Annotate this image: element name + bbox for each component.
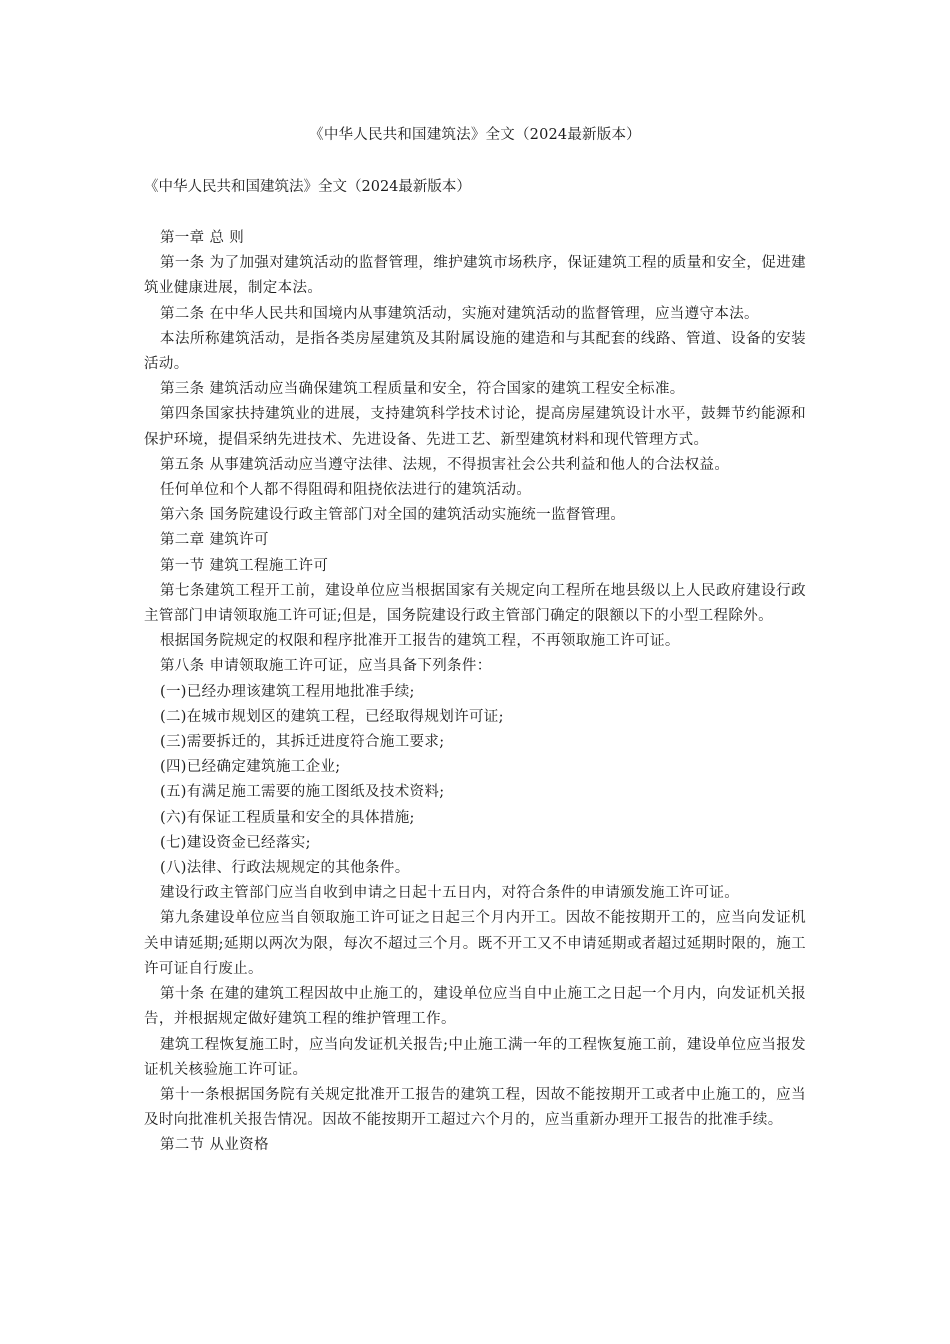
- section-heading: 第二节 从业资格: [159, 1137, 269, 1154]
- document-body: [144, 226, 806, 1159]
- article-paragraph: 任何单位和个人都不得阻碍和阻挠依法进行的建筑活动。: [159, 482, 532, 499]
- article-paragraph: 第二条 在中华人民共和国境内从事建筑活动，实施对建筑活动的监督管理，应当遵守本法。: [159, 305, 759, 322]
- article-paragraph: 第九条建设单位应当自领取施工许可证之日起三个月内开工。因故不能按期开工的，应当向发证机关申请延期;延期以两次为限，每次不超过三个月。既不开工又不申请延期或者超过延期时限的，施工许可证自行废止。: [144, 910, 806, 977]
- list-item: (一)已经办理该建筑工程用地批准手续;: [159, 683, 415, 700]
- list-item: (八)法律、行政法规规定的其他条件。: [159, 860, 410, 877]
- list-item: (二)在城市规划区的建筑工程，已经取得规划许可证;: [159, 708, 504, 725]
- list-item: (七)建设资金已经落实;: [159, 834, 311, 851]
- article-paragraph: 建设行政主管部门应当自收到申请之日起十五日内，对符合条件的申请颁发施工许可证。: [159, 885, 740, 902]
- document-title: 《中华人民共和国建筑法》全文（2024最新版本）: [309, 127, 641, 143]
- article-paragraph: 第一条 为了加强对建筑活动的监督管理，维护建筑市场秩序，保证建筑工程的质量和安全，促进建筑业健康进展，制定本法。: [144, 255, 806, 297]
- article-paragraph: 第七条建筑工程开工前，建设单位应当根据国家有关规定向工程所在地县级以上人民政府建设行政主管部门申请领取施工许可证;但是，国务院建设行政主管部门确定的限额以下的小型工程除外。: [144, 582, 806, 625]
- section-heading: 第一节 建筑工程施工许可: [159, 557, 329, 574]
- document-subtitle: 《中华人民共和国建筑法》全文（2024最新版本）: [144, 179, 471, 195]
- article-paragraph: 第六条 国务院建设行政主管部门对全国的建筑活动实施统一监督管理。: [159, 507, 626, 524]
- article-paragraph: 第三条 建筑活动应当确保建筑工程质量和安全，符合国家的建筑工程安全标准。: [159, 381, 685, 398]
- list-item: (五)有满足施工需要的施工图纸及技术资料;: [159, 784, 445, 801]
- article-paragraph: 第五条 从事建筑活动应当遵守法律、法规，不得损害社会公共利益和他人的合法权益。: [159, 456, 730, 473]
- article-paragraph: 第十条 在建的建筑工程因故中止施工的，建设单位应当自中止施工之日起一个月内，向发证机关报告，并根据规定做好建筑工程的维护管理工作。: [144, 986, 806, 1028]
- chapter-heading: 第一章 总 则: [159, 230, 245, 246]
- article-paragraph: 第四条国家扶持建筑业的进展，支持建筑科学技术讨论，提高房屋建筑设计水平，鼓舞节约能源和保护环境，提倡采纳先进技术、先进设备、先进工艺、新型建筑材料和现代管理方式。: [144, 406, 806, 448]
- list-item: (六)有保证工程质量和安全的具体措施;: [159, 809, 415, 826]
- article-paragraph: 本法所称建筑活动，是指各类房屋建筑及其附属设施的建造和与其配套的线路、管道、设备的安装活动。: [144, 330, 806, 373]
- chapter-heading: 第二章 建筑许可: [159, 532, 269, 549]
- article-paragraph: 建筑工程恢复施工时，应当向发证机关报告;中止施工满一年的工程恢复施工前，建设单位应当报发证机关核验施工许可证。: [144, 1036, 806, 1078]
- article-paragraph: 第八条 申请领取施工许可证，应当具备下列条件：: [159, 658, 492, 675]
- article-paragraph: 第十一条根据国务院有关规定批准开工报告的建筑工程，因故不能按期开工或者中止施工的，应当及时向批准机关报告情况。因故不能按期开工超过六个月的，应当重新办理开工报告的批准手续。: [144, 1086, 806, 1129]
- list-item: (三)需要拆迁的，其拆迁进度符合施工要求;: [159, 734, 445, 751]
- list-item: (四)已经确定建筑施工企业;: [159, 759, 341, 776]
- article-paragraph: 根据国务院规定的权限和程序批准开工报告的建筑工程，不再领取施工许可证。: [159, 633, 680, 650]
